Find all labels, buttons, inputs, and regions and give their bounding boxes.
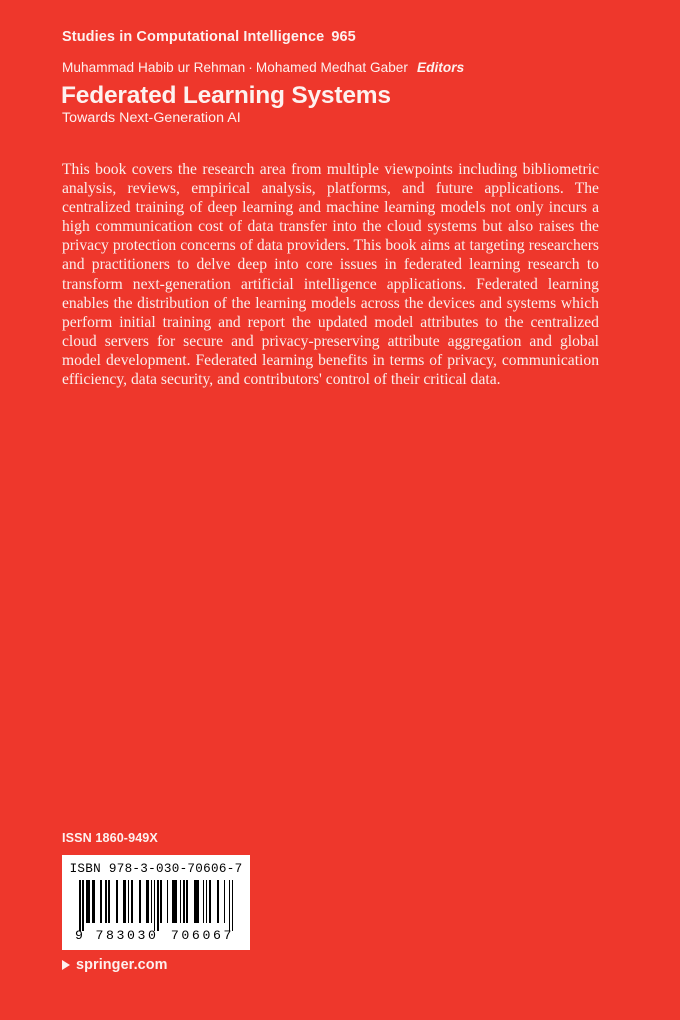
editor-separator: · <box>248 60 253 75</box>
isbn-barcode-box <box>62 855 250 950</box>
book-title: Federated Learning Systems <box>61 82 391 109</box>
barcode-digits <box>74 928 238 943</box>
editor-name-first: Muhammad Habib ur Rehman <box>62 60 246 75</box>
series-line <box>62 29 356 45</box>
issn-text: ISSN 1860-949X <box>62 831 158 845</box>
book-subtitle: Towards Next-Generation AI <box>62 110 241 126</box>
barcode-digit-group-left: 9 <box>75 928 84 943</box>
editor-name-second: Mohamed Medhat Gaber <box>255 60 408 75</box>
barcode-digit-group-right: 706067 <box>170 928 234 943</box>
barcode-digit-group-middle: 783030 <box>95 928 159 943</box>
editors-role-label: Editors <box>417 60 465 75</box>
barcode-bars-icon <box>79 880 234 931</box>
triangle-right-icon <box>62 960 70 970</box>
editors-line <box>62 60 464 75</box>
series-volume-number: 965 <box>331 29 356 45</box>
isbn-text: ISBN 978-3-030-70606-7 <box>69 862 243 876</box>
book-description-blurb: This book covers the research area from multiple viewpoints including bibliometric analysis, reviews, empirical analysis, platforms, and future applications. The centralized training of deep learning and machine learning models not only incurs a high communication cost of data transfer into the cloud systems but also raises the privacy protection concerns of data providers. This book aims at targeting researchers and practitioners to delve deep into core issues in federated learning research to transform next-generation artificial intelligence applications. Federated learning enables the distribution of the learning models across the devices and systems which perform initial training and report the updated model attributes to the centralized cloud servers for secure and privacy-preserving attribute aggregation and global model development. Federated learning benefits in terms of privacy, communication efficiency, data security, and contributors' control of their critical data. <box>62 161 599 389</box>
series-name: Studies in Computational Intelligence <box>62 29 325 45</box>
springer-website-footer[interactable] <box>62 957 168 973</box>
springer-website-label: springer.com <box>76 957 168 973</box>
